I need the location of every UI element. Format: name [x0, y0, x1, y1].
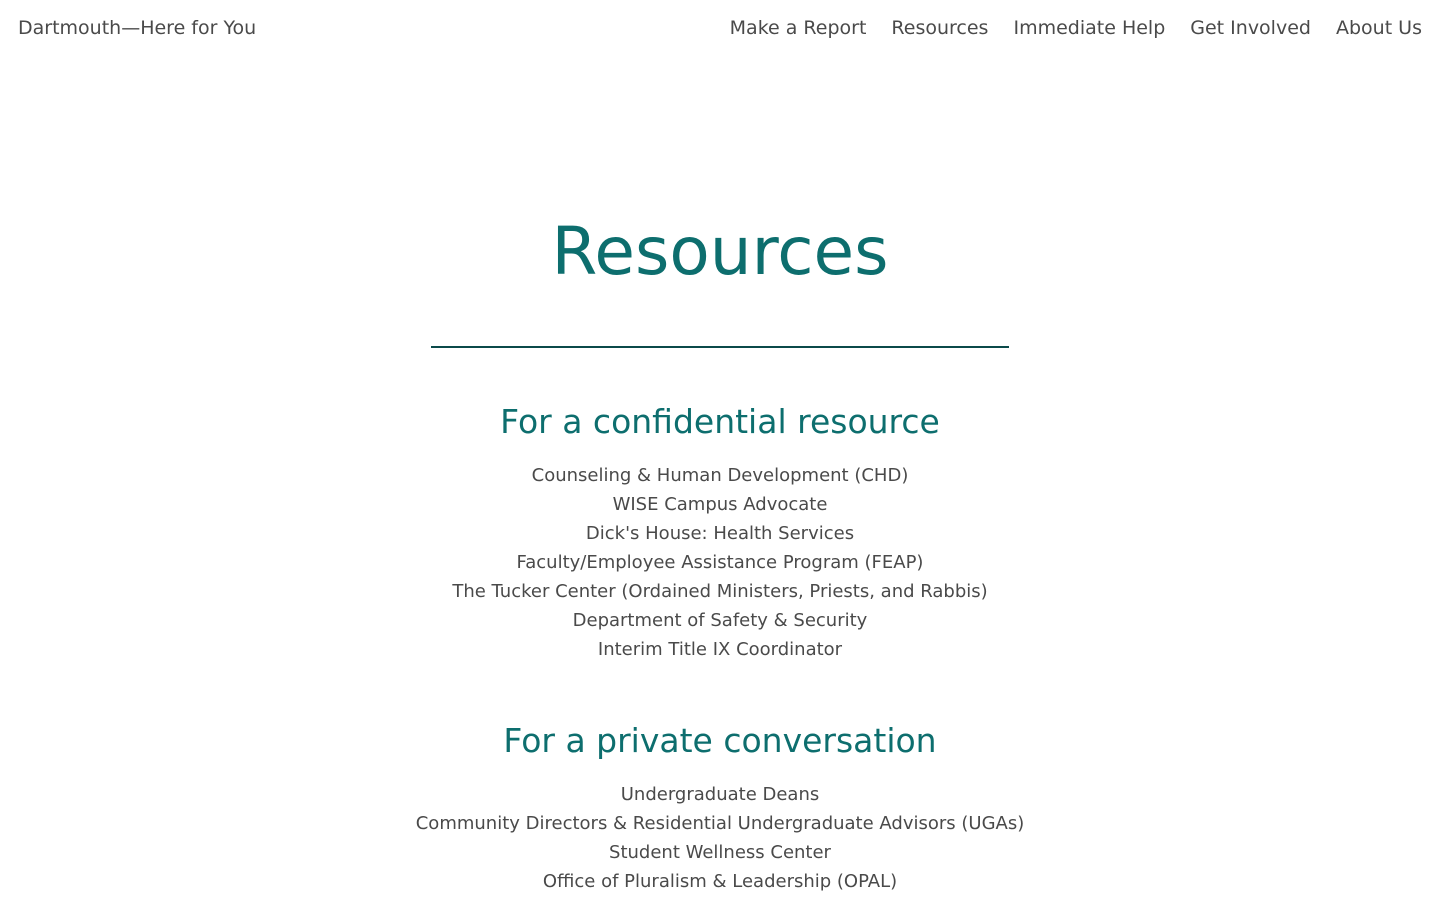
- resource-link[interactable]: Community Directors & Residential Undergraduate Advisors (UGAs): [415, 813, 1025, 834]
- private-conversation-section: [0, 719, 1440, 896]
- nav-link-resources[interactable]: Resources: [891, 17, 989, 39]
- page-title: Resources: [551, 213, 889, 290]
- nav-link-immediate-help[interactable]: Immediate Help: [1013, 17, 1166, 39]
- resource-link[interactable]: Interim Title IX Coordinator: [597, 639, 843, 660]
- nav-link-make-a-report[interactable]: Make a Report: [729, 17, 867, 39]
- resource-link[interactable]: WISE Campus Advocate: [612, 494, 828, 515]
- resource-list: [0, 461, 1440, 664]
- confidential-resources-section: [0, 400, 1440, 664]
- top-nav: [730, 15, 1422, 41]
- section-heading: For a confidential resource: [500, 402, 940, 441]
- nav-link-about-us[interactable]: About Us: [1335, 17, 1422, 39]
- resource-link[interactable]: Department of Safety & Security: [572, 610, 868, 631]
- resource-link[interactable]: The Tucker Center (Ordained Ministers, Priests, and Rabbis): [452, 581, 988, 602]
- section-heading: For a private conversation: [503, 721, 937, 760]
- title-divider: [431, 346, 1009, 348]
- site-title-link[interactable]: Dartmouth—Here for You: [18, 17, 257, 39]
- nav-link-get-involved[interactable]: Get Involved: [1190, 17, 1311, 39]
- resource-list: [0, 780, 1440, 896]
- resource-link[interactable]: Counseling & Human Development (CHD): [531, 465, 909, 486]
- resource-link[interactable]: Dick's House: Health Services: [585, 523, 855, 544]
- resource-link[interactable]: Faculty/Employee Assistance Program (FEAP): [516, 552, 924, 573]
- resource-link[interactable]: Undergraduate Deans: [620, 784, 820, 805]
- resource-link[interactable]: Office of Pluralism & Leadership (OPAL): [542, 871, 898, 892]
- resource-link[interactable]: Student Wellness Center: [609, 842, 831, 863]
